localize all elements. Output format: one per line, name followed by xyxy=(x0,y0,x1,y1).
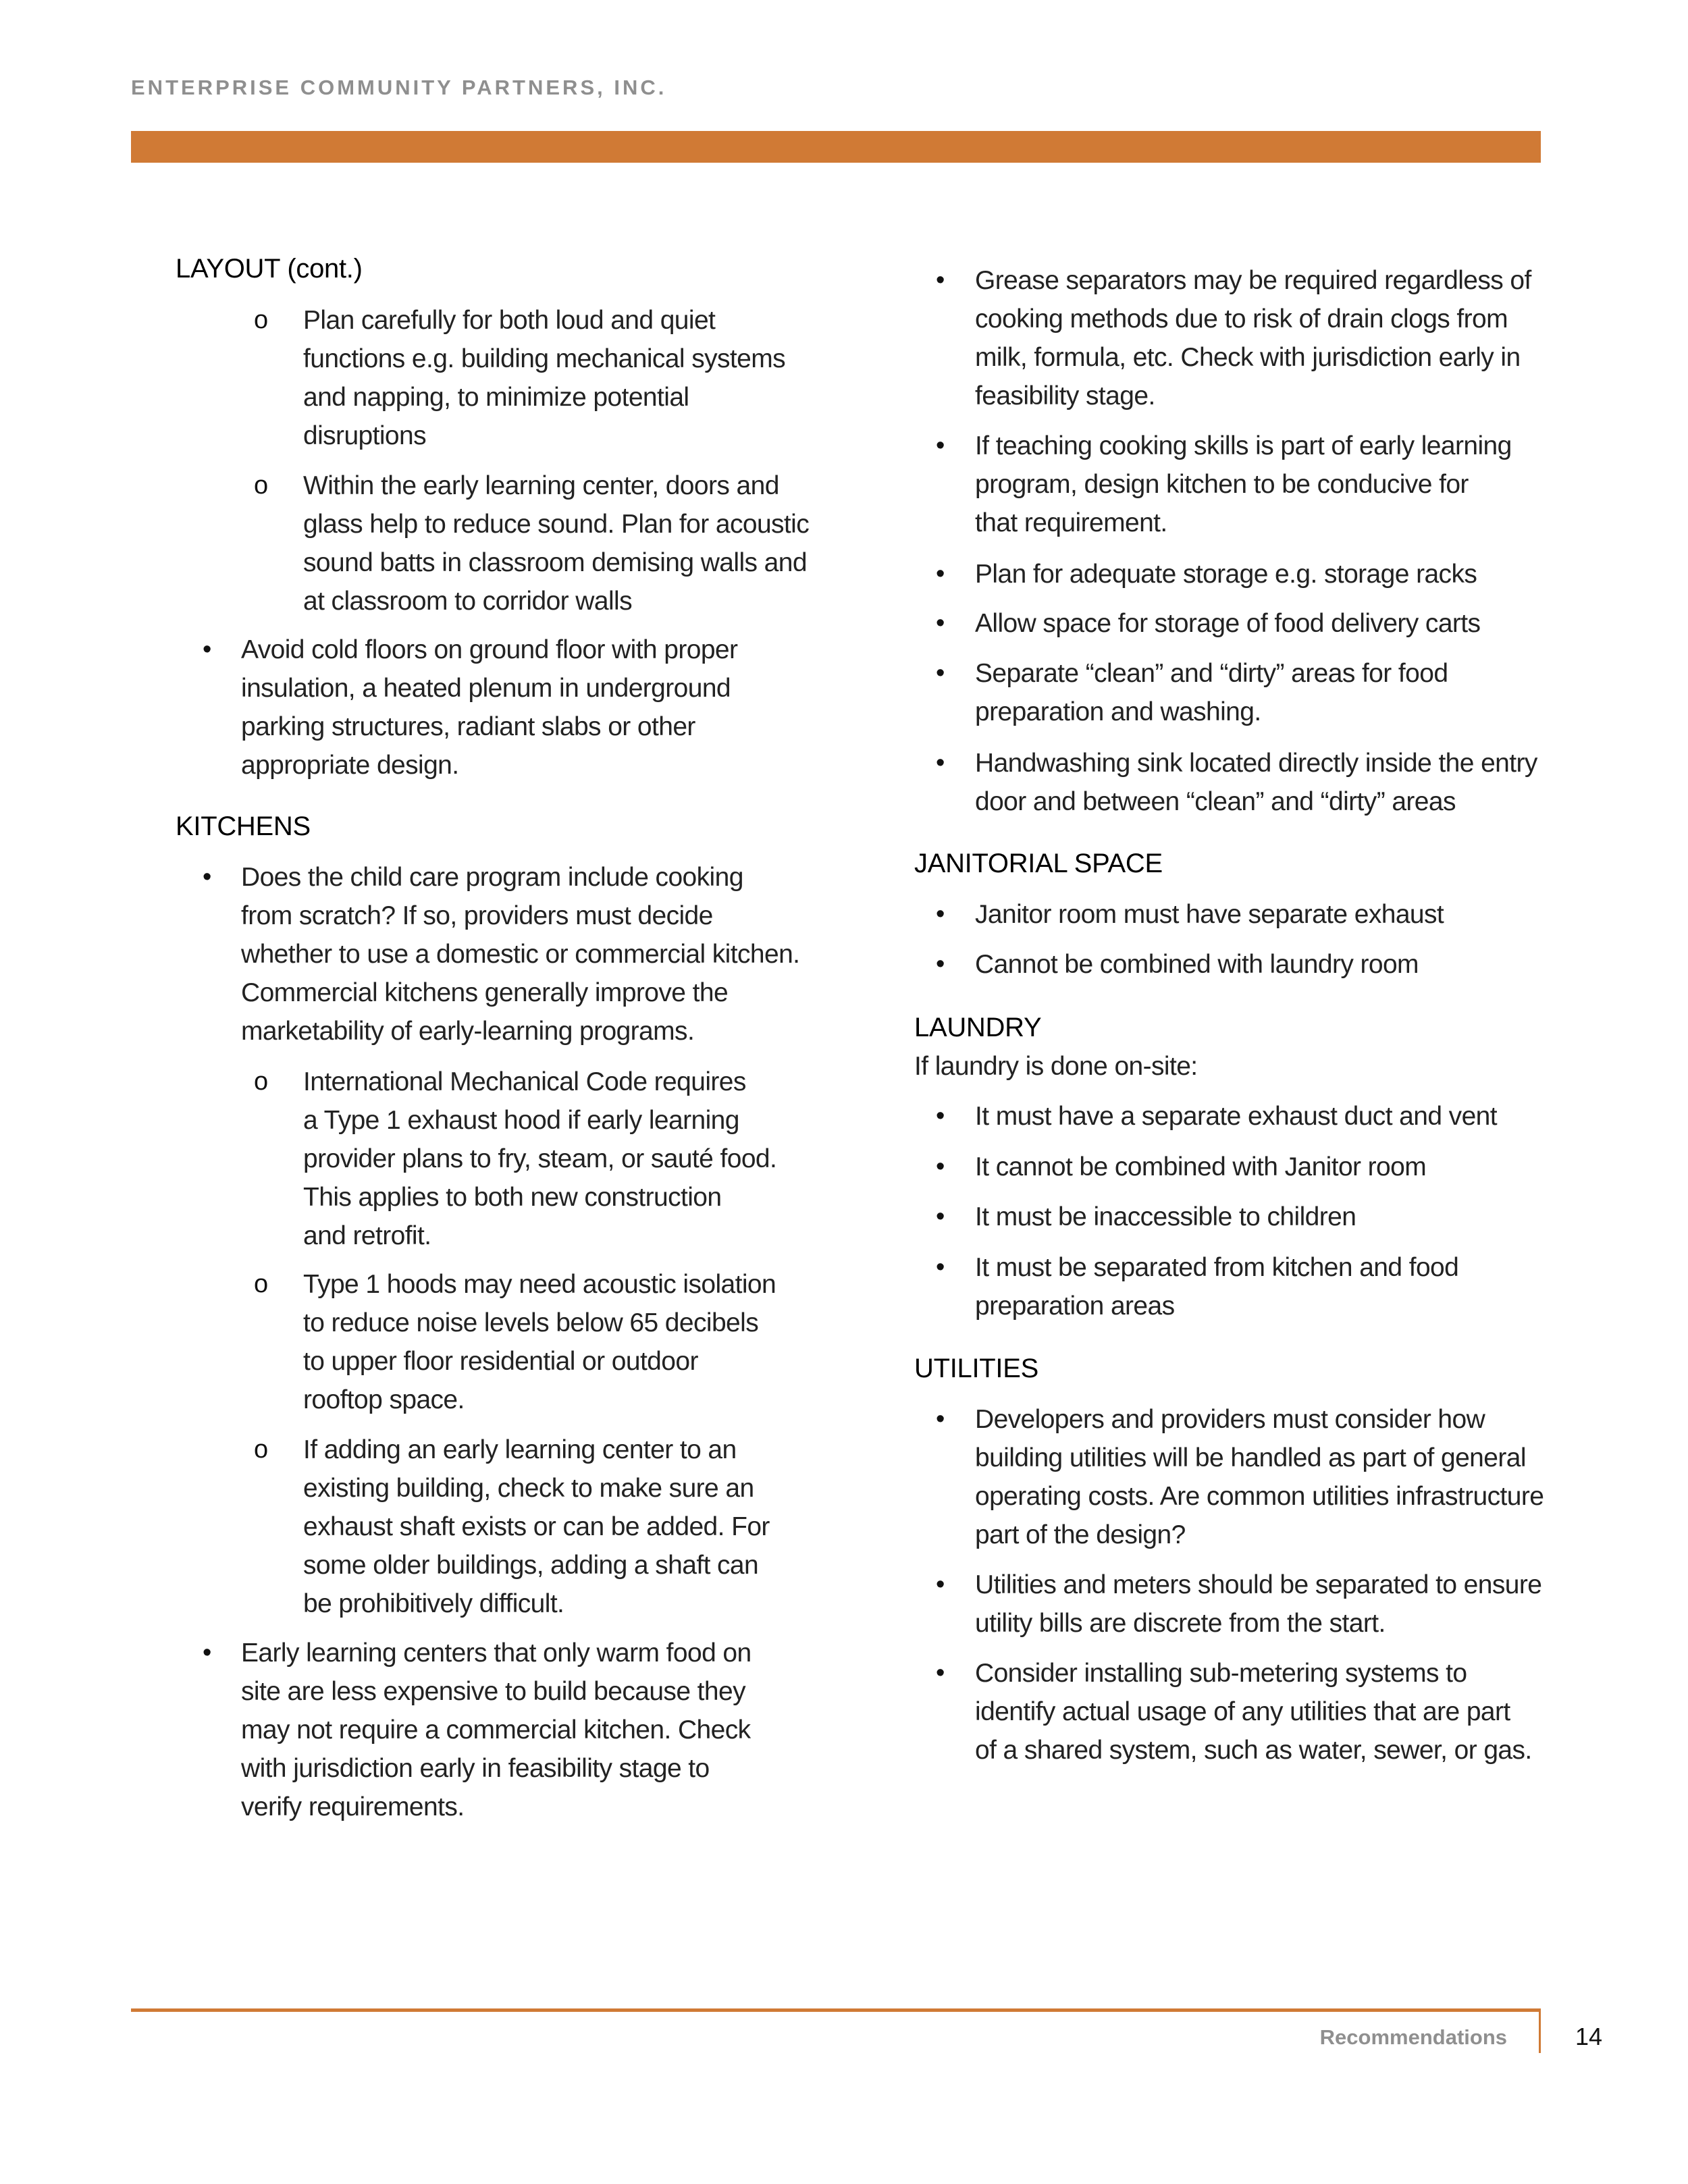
hollow-bullet-icon: o xyxy=(254,306,268,334)
text-line: Plan carefully for both loud and quiet xyxy=(303,306,716,335)
text-line: door and between “clean” and “dirty” areas xyxy=(975,787,1456,816)
bullet-icon: • xyxy=(936,1102,945,1130)
right-list-item xyxy=(936,1198,1356,1236)
text-line: Consider installing sub-metering systems to xyxy=(975,1659,1467,1688)
text-line: If adding an early learning center to an xyxy=(303,1435,737,1464)
right-list-item xyxy=(936,1566,1542,1643)
left-sub-list-item xyxy=(254,467,810,620)
bullet-icon: • xyxy=(936,950,945,978)
bullet-icon: • xyxy=(936,1570,945,1599)
text-line: site are less expensive to build because they xyxy=(241,1677,745,1706)
text-line: marketability of early-learning programs. xyxy=(241,1017,695,1046)
text-line: Type 1 hoods may need acoustic isolation xyxy=(303,1270,776,1299)
text-line: may not require a commercial kitchen. Check xyxy=(241,1715,751,1744)
text-line: milk, formula, etc. Check with jurisdiction early in xyxy=(975,343,1521,372)
text-line: operating costs. Are common utilities infrastructure xyxy=(975,1482,1544,1511)
text-line: program, design kitchen to be conducive for xyxy=(975,470,1469,499)
header-org-name: ENTERPRISE COMMUNITY PARTNERS, INC. xyxy=(131,76,667,99)
right-list-item xyxy=(936,945,1419,984)
left-list-item xyxy=(203,858,800,1050)
text-line: Utilities and meters should be separated to ensure xyxy=(975,1570,1542,1599)
hollow-bullet-icon: o xyxy=(254,1435,268,1464)
right-list-item xyxy=(936,1148,1427,1186)
page-number: 14 xyxy=(1575,2023,1603,2050)
text-line: Janitor room must have separate exhaust xyxy=(975,900,1444,929)
right-list-item xyxy=(936,895,1444,934)
bullet-icon: • xyxy=(936,1253,945,1281)
left-list-item xyxy=(203,1634,751,1826)
right-section-heading xyxy=(914,1009,1041,1047)
right-list-item xyxy=(936,261,1531,415)
text-line: KITCHENS xyxy=(176,811,311,841)
hollow-bullet-icon: o xyxy=(254,1270,268,1298)
bullet-icon: • xyxy=(203,1639,211,1667)
text-line: It cannot be combined with Janitor room xyxy=(975,1152,1427,1181)
text-line: Within the early learning center, doors and xyxy=(303,471,779,500)
text-line: exhaust shaft exists or can be added. For xyxy=(303,1512,770,1541)
left-sub-list-item xyxy=(254,301,786,455)
right-list-item xyxy=(936,744,1537,821)
text-line: LAUNDRY xyxy=(914,1013,1042,1042)
text-line: parking structures, radiant slabs or other xyxy=(241,712,695,741)
text-line: and retrofit. xyxy=(303,1221,431,1250)
text-line: Separate “clean” and “dirty” areas for food xyxy=(975,659,1448,688)
text-line: existing building, check to make sure an xyxy=(303,1474,754,1503)
footer-rule xyxy=(131,2008,1541,2012)
bullet-icon: • xyxy=(203,863,211,891)
text-line: Plan for adequate storage e.g. storage racks xyxy=(975,560,1477,589)
text-line: UTILITIES xyxy=(914,1354,1038,1383)
bullet-icon: • xyxy=(936,266,945,294)
text-line: glass help to reduce sound. Plan for acoustic xyxy=(303,510,810,539)
footer-section-label: Recommendations xyxy=(1319,2025,1507,2049)
right-list-item xyxy=(936,1248,1459,1325)
text-line: provider plans to fry, steam, or sauté food. xyxy=(303,1144,777,1173)
text-line: appropriate design. xyxy=(241,751,459,780)
right-list-item xyxy=(936,1097,1497,1136)
bullet-icon: • xyxy=(936,609,945,637)
text-line: Does the child care program include cooking xyxy=(241,863,743,892)
text-line: If laundry is done on-site: xyxy=(914,1052,1198,1081)
text-line: that requirement. xyxy=(975,508,1167,537)
right-list-item xyxy=(936,427,1512,542)
text-line: identify actual usage of any utilities that are part xyxy=(975,1697,1510,1726)
bullet-icon: • xyxy=(936,1152,945,1181)
text-line: at classroom to corridor walls xyxy=(303,587,632,616)
text-line: Cannot be combined with laundry room xyxy=(975,950,1419,979)
text-line: building utilities will be handled as part of general xyxy=(975,1443,1526,1472)
text-line: Allow space for storage of food delivery carts xyxy=(975,609,1481,638)
left-sub-list-item xyxy=(254,1265,776,1419)
text-line: from scratch? If so, providers must decide xyxy=(241,901,713,930)
text-line: Developers and providers must consider how xyxy=(975,1405,1485,1434)
left-sub-list-item xyxy=(254,1063,777,1255)
text-line: whether to use a domestic or commercial kitchen. xyxy=(241,940,800,969)
text-line: functions e.g. building mechanical systems xyxy=(303,344,786,373)
right-list-item xyxy=(936,1654,1532,1769)
text-line: part of the design? xyxy=(975,1520,1186,1549)
right-list-item xyxy=(936,654,1448,731)
bullet-icon: • xyxy=(936,1405,945,1433)
hollow-bullet-icon: o xyxy=(254,1067,268,1096)
text-line: with jurisdiction early in feasibility stage to xyxy=(241,1754,710,1783)
text-line: This applies to both new construction xyxy=(303,1183,722,1212)
right-section-heading xyxy=(914,845,1163,883)
text-line: It must have a separate exhaust duct and vent xyxy=(975,1102,1497,1131)
right-list-item xyxy=(936,604,1481,643)
bullet-icon: • xyxy=(936,749,945,777)
right-section-heading xyxy=(914,1350,1038,1388)
right-list-item xyxy=(936,555,1477,593)
text-line: If teaching cooking skills is part of early learning xyxy=(975,431,1512,460)
text-line: rooftop space. xyxy=(303,1385,465,1414)
text-line: LAYOUT (cont.) xyxy=(176,254,363,284)
text-line: Handwashing sink located directly inside the entry xyxy=(975,749,1537,778)
text-line: to upper floor residential or outdoor xyxy=(303,1347,698,1376)
text-line: verify requirements. xyxy=(241,1792,465,1821)
text-line: Commercial kitchens generally improve the xyxy=(241,978,729,1007)
left-section-heading xyxy=(176,807,311,846)
bullet-icon: • xyxy=(936,431,945,460)
text-line: It must be inaccessible to children xyxy=(975,1202,1356,1231)
text-line: preparation and washing. xyxy=(975,697,1261,726)
header-accent-bar xyxy=(131,131,1541,163)
bullet-icon: • xyxy=(936,900,945,928)
text-line: preparation areas xyxy=(975,1291,1175,1321)
text-line: International Mechanical Code requires xyxy=(303,1067,746,1096)
text-line: of a shared system, such as water, sewer, or gas. xyxy=(975,1736,1532,1765)
bullet-icon: • xyxy=(936,560,945,588)
hollow-bullet-icon: o xyxy=(254,471,268,500)
left-sub-list-item xyxy=(254,1431,770,1623)
footer-divider xyxy=(1539,2008,1541,2053)
text-line: It must be separated from kitchen and food xyxy=(975,1253,1459,1282)
text-line: Early learning centers that only warm food on xyxy=(241,1639,751,1668)
text-line: insulation, a heated plenum in underground xyxy=(241,674,731,703)
text-line: a Type 1 exhaust hood if early learning xyxy=(303,1106,739,1135)
bullet-icon: • xyxy=(203,635,211,664)
left-section-heading xyxy=(176,250,363,288)
text-line: JANITORIAL SPACE xyxy=(914,849,1163,878)
bullet-icon: • xyxy=(936,659,945,687)
text-line: to reduce noise levels below 65 decibels xyxy=(303,1308,759,1337)
text-line: cooking methods due to risk of drain clogs from xyxy=(975,304,1508,334)
text-line: some older buildings, adding a shaft can xyxy=(303,1551,759,1580)
text-line: disruptions xyxy=(303,421,427,450)
text-line: Grease separators may be required regardless of xyxy=(975,266,1531,295)
right-list-item xyxy=(936,1400,1544,1554)
text-line: feasibility stage. xyxy=(975,381,1155,410)
text-line: utility bills are discrete from the start. xyxy=(975,1609,1386,1638)
bullet-icon: • xyxy=(936,1202,945,1231)
text-line: and napping, to minimize potential xyxy=(303,383,689,412)
text-line: be prohibitively difficult. xyxy=(303,1589,564,1618)
text-line: Avoid cold floors on ground floor with proper xyxy=(241,635,738,664)
bullet-icon: • xyxy=(936,1659,945,1687)
right-paragraph xyxy=(914,1047,1198,1086)
left-list-item xyxy=(203,631,738,784)
text-line: sound batts in classroom demising walls and xyxy=(303,548,807,577)
